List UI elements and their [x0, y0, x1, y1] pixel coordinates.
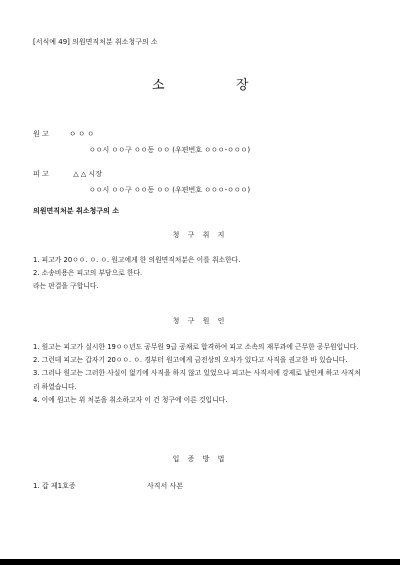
- document-title-right: 장: [236, 78, 249, 93]
- evidence-item: 1. 갑 제1호증: [33, 482, 76, 490]
- form-label: [서식예 49] 의원면직처분 취소청구의 소: [33, 38, 158, 46]
- plaintiff-row: [33, 130, 94, 139]
- document-title-left: 소: [152, 78, 165, 93]
- claim-heading: 청 구 취 지: [172, 231, 228, 239]
- cause-line: 2. 그런데 피고는 갑자기 20ㅇㅇ. ㅇ. 경부터 원고에게 금전상의 오차가 있다고 사직을 권고한 바 있습니다.: [33, 356, 348, 365]
- cause-line: 3. 그러나 원고는 그러한 사실이 없기에 사직을 하지 않고 있었으나 피고는 사직서에 강제로 날인케 하고 사직처리 하였습니다.: [33, 369, 361, 391]
- defendant-name: △ △ 시장: [73, 170, 102, 178]
- evidence-document: 사직서 사본: [147, 482, 184, 490]
- claim-line: 2. 소송비용은 피고의 부담으로 한다.: [33, 269, 143, 278]
- case-name: 의원면직처분 취소청구의 소: [33, 207, 120, 215]
- claim-line: 1. 피고가 20ㅇㅇ. ㅇ. ㅇ. 원고에게 한 의원면직처분은 이를 취소한다.: [33, 256, 241, 264]
- cause-heading: 청 구 원 인: [172, 317, 228, 325]
- defendant-row: [33, 170, 102, 179]
- defendant-address: ㅇㅇ시 ㅇㅇ구 ㅇㅇ동 ㅇㅇ (우편번호 ㅇㅇㅇ-ㅇㅇㅇ): [89, 186, 251, 194]
- cause-line: 4. 이에 원고는 위 처분을 취소하고자 이 건 청구에 이른 것입니다.: [33, 395, 228, 404]
- claim-line: 라는 판결을 구합니다.: [33, 282, 99, 291]
- claim-section: [33, 254, 363, 294]
- bottom-rule: [0, 559, 400, 565]
- cause-line: 1. 원고는 피고가 실시한 19ㅇㅇ년도 공무원 9급 공채로 합격하여 피고 소속의 재무과에 근무한 공무원입니다.: [33, 343, 359, 351]
- plaintiff-address: ㅇㅇ시 ㅇㅇ구 ㅇㅇ동 ㅇㅇ (우편번호 ㅇㅇㅇ-ㅇㅇㅇ): [89, 146, 251, 154]
- defendant-label: 피 고: [33, 170, 49, 178]
- plaintiff-name: ㅇ ㅇ ㅇ: [69, 130, 94, 138]
- cause-section: [33, 341, 363, 407]
- evidence-heading: 입 증 방 법: [172, 455, 228, 463]
- plaintiff-label: 원 고: [33, 130, 49, 138]
